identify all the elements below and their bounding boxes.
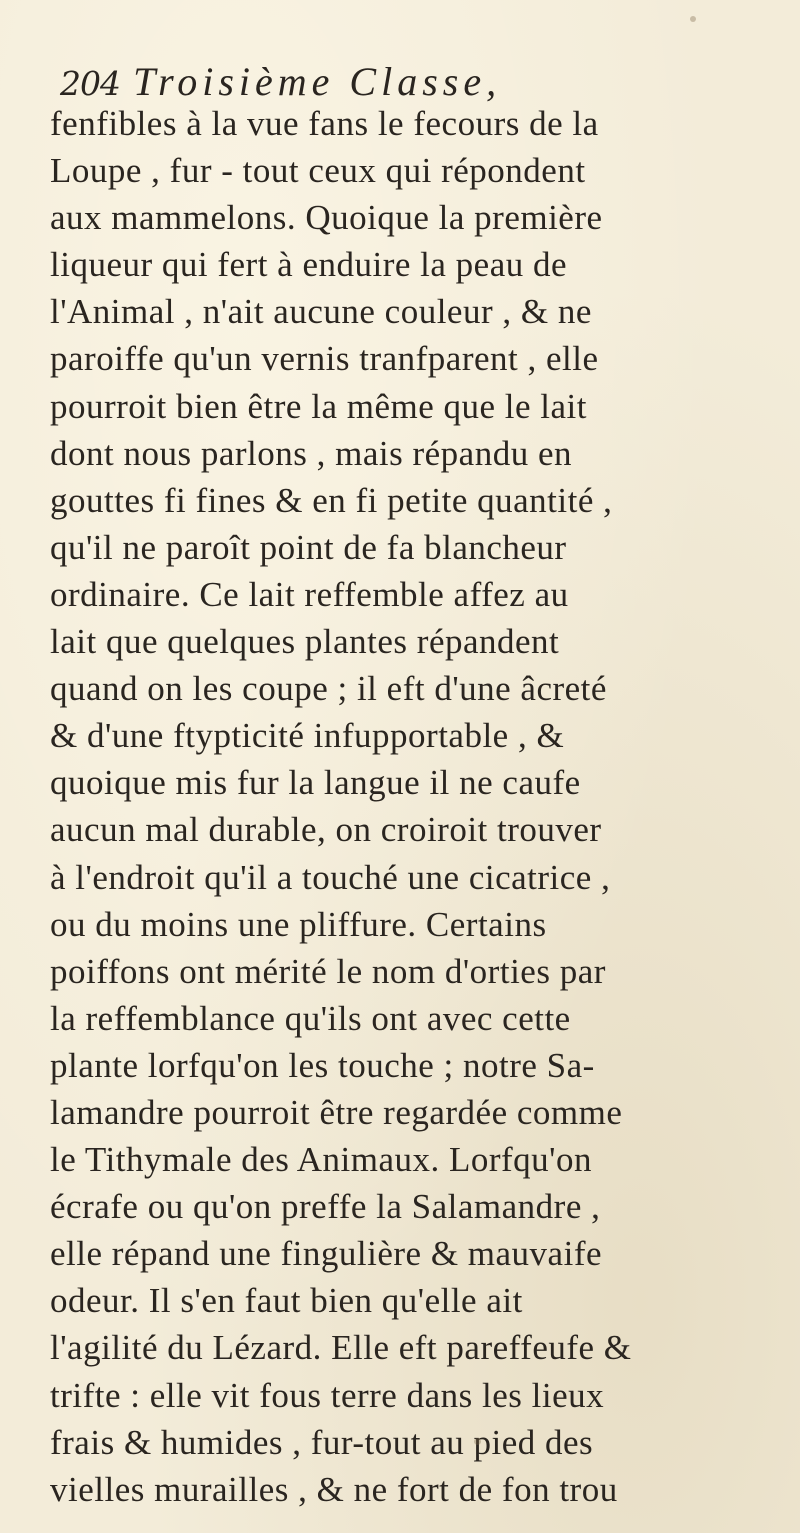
text-line: écrafe ou qu'on preffe la Salamandre , <box>50 1187 601 1227</box>
text-line: vielles murailles , & ne fort de fon trou <box>50 1469 618 1509</box>
text-line: lamandre pourroit être regardée comme <box>50 1092 623 1132</box>
text-line: liqueur qui fert à enduire la peau de <box>50 245 568 285</box>
text-line: odeur. Il s'en faut bien qu'elle ait <box>50 1281 523 1321</box>
text-line: qu'il ne paroît point de fa blancheur <box>50 527 567 567</box>
text-line: plante lorfqu'on les touche ; notre Sa- <box>50 1045 595 1085</box>
running-head: Troisième Classe, <box>133 59 502 104</box>
text-line: le Tithymale des Animaux. Lorfqu'on <box>50 1140 592 1180</box>
text-line: l'Animal , n'ait aucune couleur , & ne <box>50 292 592 332</box>
text-line: aux mammelons. Quoique la première <box>50 198 603 238</box>
body-text <box>50 100 770 1513</box>
text-line: à l'endroit qu'il a touché une cicatrice , <box>50 857 611 897</box>
text-line: ordinaire. Ce lait reffemble affez au <box>50 574 569 614</box>
text-line: elle répand une fingulière & mauvaife <box>50 1234 603 1274</box>
text-line: trifte : elle vit fous terre dans les lieux <box>50 1375 605 1415</box>
text-line: paroiffe qu'un vernis tranfparent , elle <box>50 339 599 379</box>
text-line: pourroit bien être la même que le lait <box>50 386 587 426</box>
text-line: quand on les coupe ; il eft d'une âcreté <box>50 669 607 709</box>
text-line: poiffons ont mérité le nom d'orties par <box>50 951 606 991</box>
text-line: lait que quelques plantes répandent <box>50 622 560 662</box>
text-line: & d'une ftypticité infupportable , & <box>50 716 565 756</box>
page-number: 204 <box>60 64 120 103</box>
text-line: gouttes fi fines & en fi petite quantité , <box>50 480 613 520</box>
text-line: frais & humides , fur-tout au pied des <box>50 1422 594 1462</box>
paper-speck <box>474 1438 481 1445</box>
text-line: fenfibles à la vue fans le fecours de la <box>50 104 599 143</box>
text-line: quoique mis fur la langue il ne caufe <box>50 763 581 803</box>
text-line: la reffemblance qu'ils ont avec cette <box>50 998 571 1038</box>
paper-speck <box>690 16 696 22</box>
text-line: dont nous parlons , mais répandu en <box>50 433 572 473</box>
text-line: l'agilité du Lézard. Elle eft pareffeufe & <box>50 1328 632 1368</box>
text-line: aucun mal durable, on croiroit trouver <box>50 810 602 850</box>
text-line: ou du moins une pliffure. Certains <box>50 904 547 944</box>
text-line: Loupe , fur - tout ceux qui répondent <box>50 151 586 191</box>
